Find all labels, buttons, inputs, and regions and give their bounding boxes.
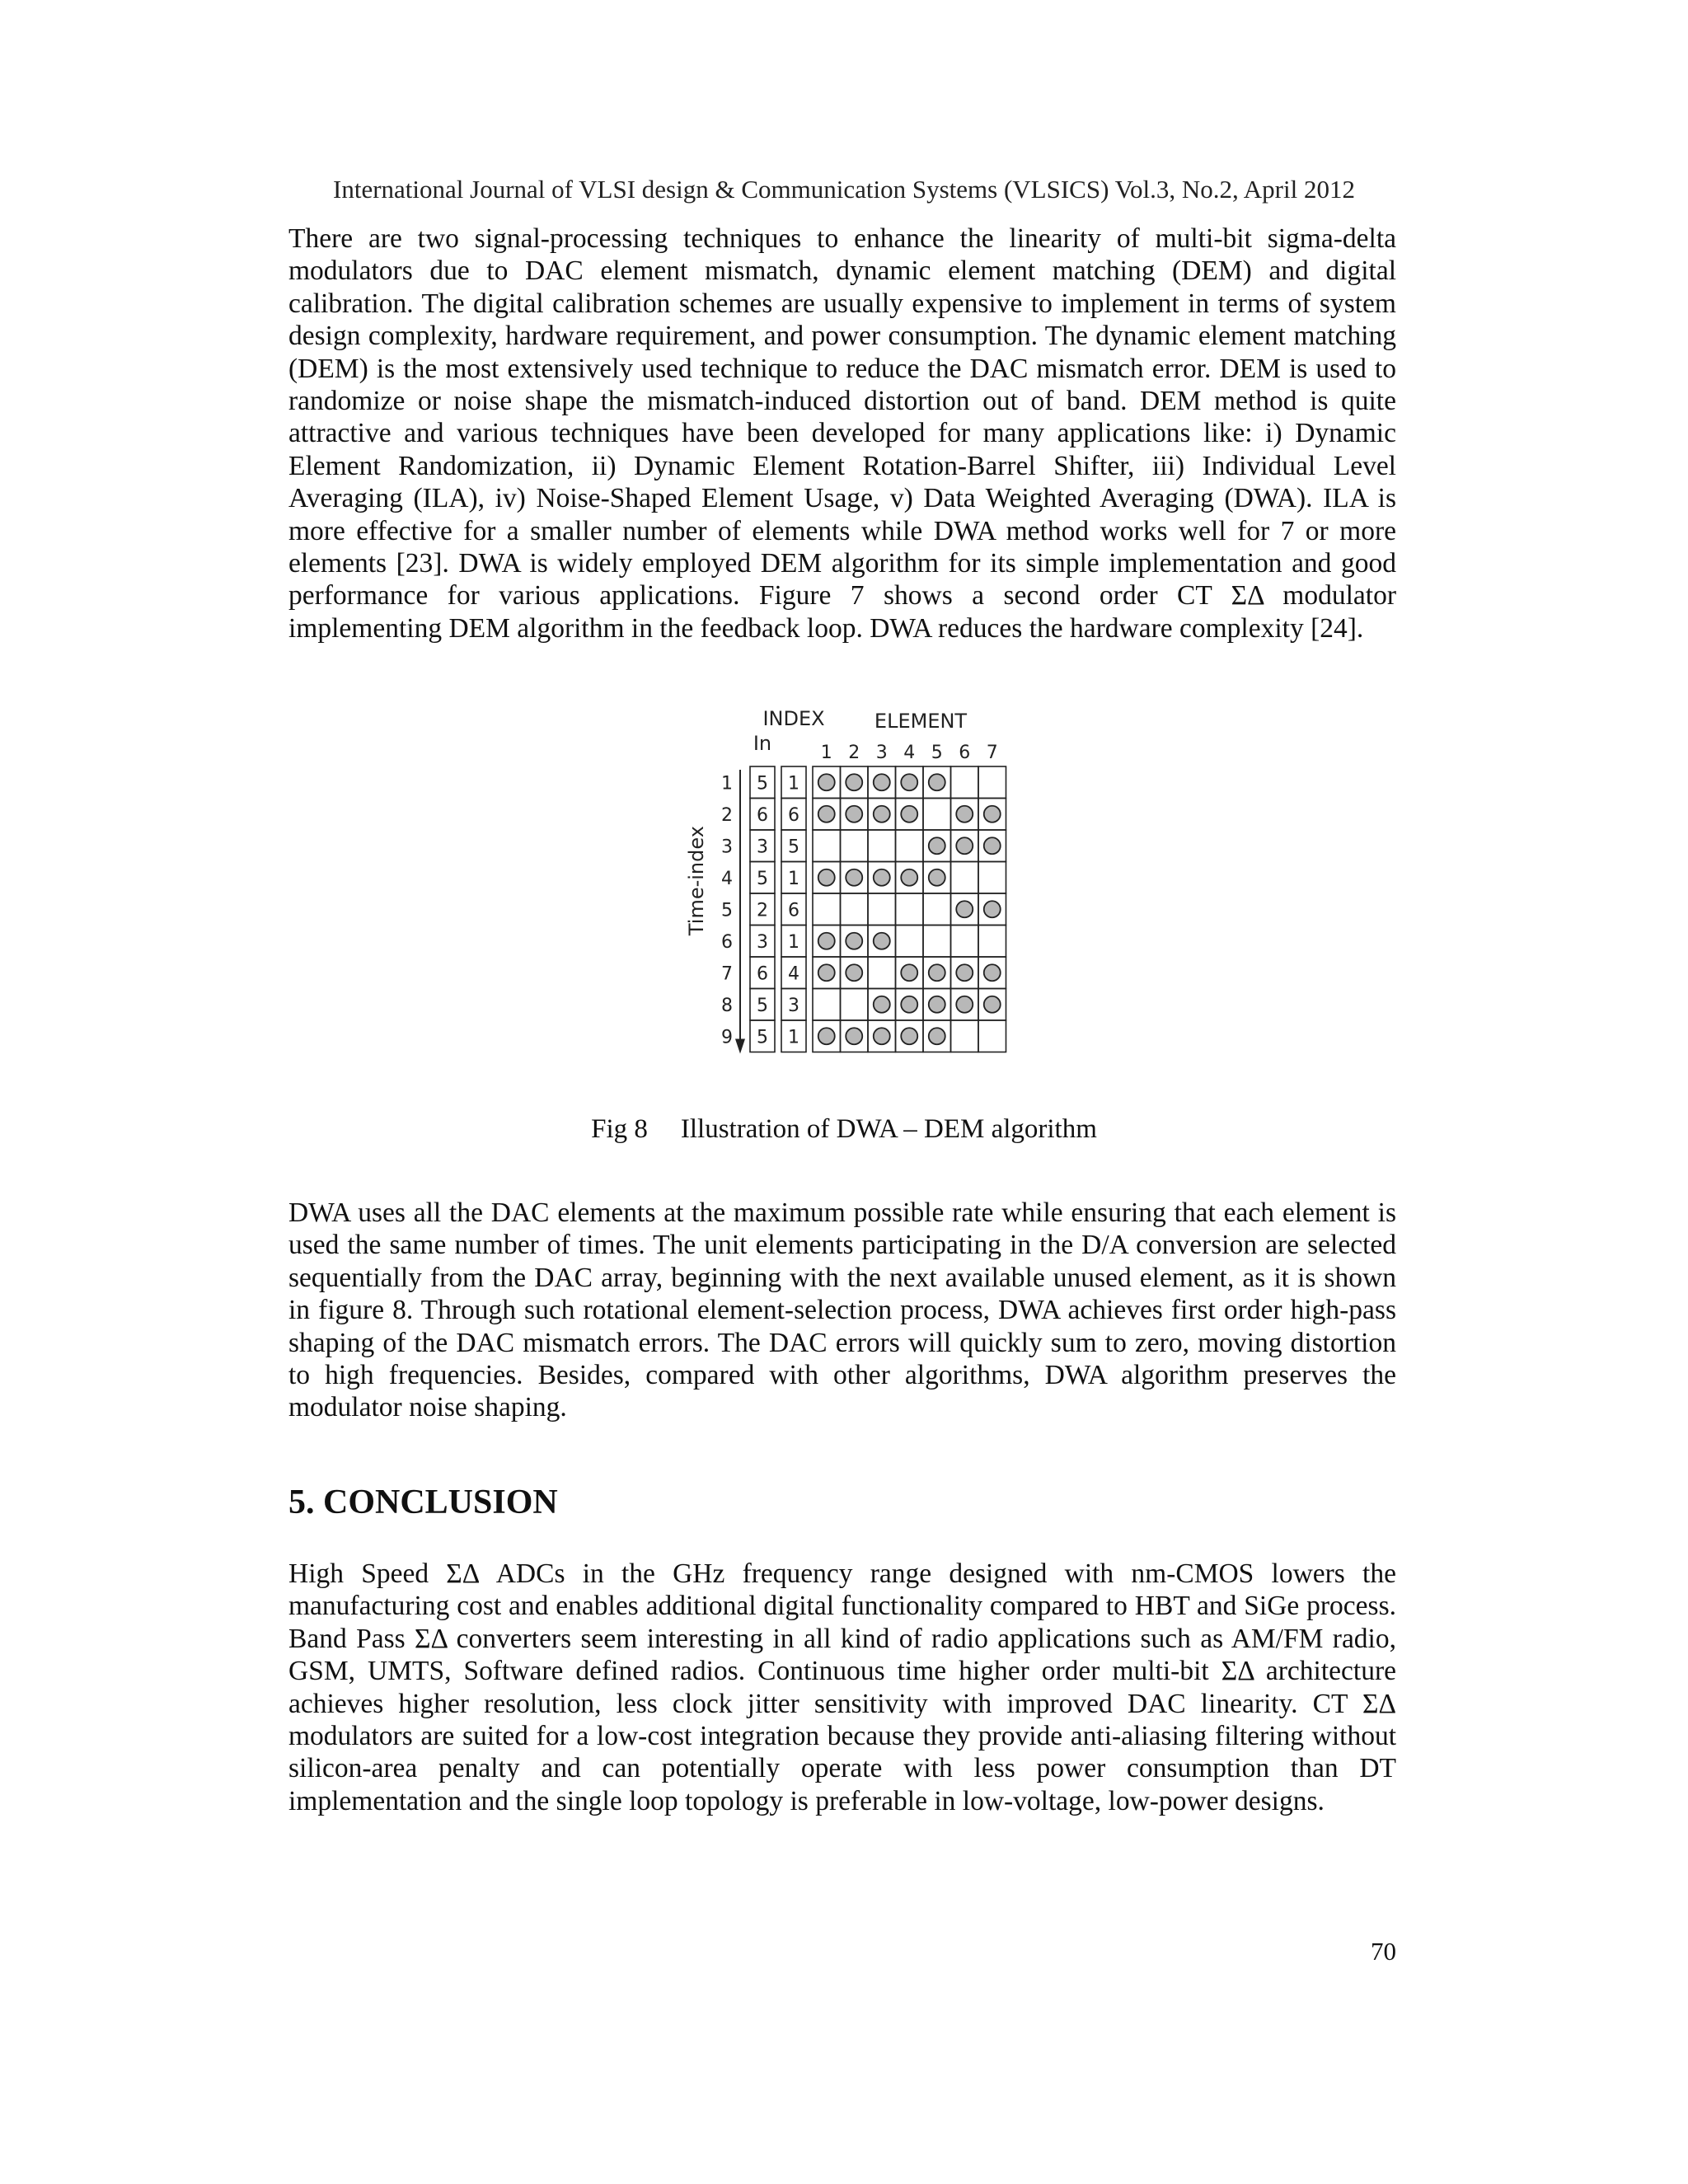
conclusion-paragraph: High Speed ΣΔ ADCs in the GHz frequency range designed with nm-CMOS lowers the manufacturing cost and enables additional digital functionality compared to HBT and SiGe process. Band Pass ΣΔ converters seem interesting in all kind of radio applications such as AM/FM radio, GSM, UMTS, Software defined radios. Continuous time higher order multi-bit ΣΔ architecture achieves higher resolution, less clock jitter sensitivity with improved DAC linearity. CT ΣΔ modulators are suited for a low-cost integration because they provide anti-aliasing filtering without silicon-area penalty and can potentially operate with less power consumption than DT implementation and the single loop topology is preferable in low-voltage, low-power designs. (288, 1558, 1396, 1816)
element-used-dot (874, 933, 890, 949)
element-used-dot (846, 774, 862, 790)
index-value: 1 (788, 868, 799, 889)
element-cell (813, 989, 841, 1021)
element-cell (923, 799, 951, 831)
time-step-8: 8 (721, 995, 733, 1016)
element-used-dot (929, 996, 945, 1013)
element-cell (951, 926, 979, 958)
time-step-1: 1 (721, 773, 733, 794)
element-cell (868, 893, 896, 926)
element-used-dot (956, 901, 973, 917)
label-element: ELEMENT (874, 710, 968, 733)
running-header: International Journal of VLSI design & Communication Systems (VLSICS) Vol.3, No.2, April 2012 (333, 175, 1355, 204)
element-cell (978, 1020, 1006, 1052)
element-used-dot (818, 1028, 835, 1044)
element-used-dot (846, 933, 862, 949)
element-used-dot (874, 806, 890, 823)
time-step-5: 5 (721, 900, 733, 921)
intro-paragraph: There are two signal-processing techniques to enhance the linearity of multi-bit sigma-delta modulators due to DAC element mismatch, dynamic element matching (DEM) and digital calibration. The digital calibration schemes are usually expensive to implement in terms of system design complexity, hardware requirement, and power consumption. The dynamic element matching (DEM) is the most extensively used technique to reduce the DAC mismatch error. DEM is used to randomize or noise shape the mismatch-induced distortion out of band. DEM method is quite attractive and various techniques have been developed for many applications like: i) Dynamic Element Randomization, ii) Dynamic Element Rotation-Barrel Shifter, iii) Individual Level Averaging (ILA), iv) Noise-Shaped Element Usage, v) Data Weighted Averaging (DWA). ILA is more effective for a smaller number of elements while DWA method works well for 7 or more elements [23]. DWA is widely employed DEM algorithm for its simple implementation and good performance for various applications. Figure 7 shows a second order CT ΣΔ modulator implementing DEM algorithm in the feedback loop. DWA reduces the hardware complexity [24]. (288, 223, 1396, 644)
element-used-dot (874, 869, 890, 886)
section-title-conclusion: 5. CONCLUSION (288, 1483, 558, 1521)
element-used-dot (846, 869, 862, 886)
time-step-9: 9 (721, 1027, 733, 1048)
in-value: 5 (757, 995, 768, 1016)
figure-dwa-dem (676, 701, 1039, 1096)
page-number: 70 (1371, 1937, 1396, 1966)
element-used-dot (956, 996, 973, 1013)
index-value: 6 (788, 804, 799, 826)
element-used-dot (901, 996, 917, 1013)
figure-caption (0, 1113, 1688, 1146)
in-value: 6 (757, 963, 768, 985)
element-used-dot (901, 964, 917, 981)
element-cell (813, 893, 841, 926)
dwa-paragraph: DWA uses all the DAC elements at the maximum possible rate while ensuring that each element is used the same number of times. The unit elements participating in the D/A conversion are selected sequentially from the DAC array, beginning with the next available unused element, as it is shown in figure 8. Through such rotational element-selection process, DWA achieves first order high-pass shaping of the DAC mismatch errors. The DAC errors will quickly sum to zero, moving distortion to high frequencies. Besides, compared with other algorithms, DWA algorithm preserves the modulator noise shaping. (288, 1197, 1396, 1423)
index-value: 1 (788, 931, 799, 953)
element-number-7: 7 (986, 743, 998, 763)
label-time-index: Time-index (685, 826, 708, 936)
element-number-5: 5 (931, 743, 943, 763)
in-value: 6 (757, 804, 768, 826)
element-number-2: 2 (848, 743, 860, 763)
figure-caption-text: Illustration of DWA – DEM algorithm (680, 1114, 1097, 1144)
element-cell (923, 926, 951, 958)
index-value: 3 (788, 995, 799, 1016)
element-number-1: 1 (820, 743, 832, 763)
element-used-dot (818, 869, 835, 886)
index-value: 6 (788, 900, 799, 921)
element-cell (841, 830, 869, 862)
element-used-dot (929, 964, 945, 981)
element-used-dot (846, 806, 862, 823)
element-used-dot (818, 964, 835, 981)
element-used-dot (874, 1028, 890, 1044)
element-used-dot (929, 869, 945, 886)
element-used-dot (901, 806, 917, 823)
in-value: 3 (757, 837, 768, 858)
element-cell (896, 830, 924, 862)
element-used-dot (984, 837, 1001, 854)
element-used-dot (984, 996, 1001, 1013)
time-step-6: 6 (721, 931, 733, 953)
time-step-2: 2 (721, 804, 733, 826)
element-cell (868, 830, 896, 862)
in-value: 5 (757, 1027, 768, 1048)
element-cell (978, 862, 1006, 894)
element-used-dot (901, 1028, 917, 1044)
element-cell (951, 1020, 979, 1052)
time-step-3: 3 (721, 837, 733, 858)
in-value: 5 (757, 773, 768, 794)
element-used-dot (984, 964, 1001, 981)
element-used-dot (956, 964, 973, 981)
in-value: 3 (757, 931, 768, 953)
label-in: In (753, 732, 772, 755)
element-cell (923, 893, 951, 926)
element-cell (951, 862, 979, 894)
index-value: 1 (788, 1027, 799, 1048)
time-step-4: 4 (721, 868, 733, 889)
element-used-dot (901, 869, 917, 886)
element-used-dot (984, 901, 1001, 917)
time-step-7: 7 (721, 963, 733, 985)
element-used-dot (846, 964, 862, 981)
element-cell (813, 830, 841, 862)
element-cell (896, 893, 924, 926)
index-value: 1 (788, 773, 799, 794)
dwa-diagram (676, 701, 1039, 1096)
element-used-dot (874, 996, 890, 1013)
element-cell (841, 989, 869, 1021)
element-cell (978, 926, 1006, 958)
figure-label: Fig 8 (591, 1114, 648, 1144)
in-value: 5 (757, 868, 768, 889)
element-used-dot (846, 1028, 862, 1044)
element-used-dot (901, 774, 917, 790)
element-used-dot (984, 806, 1001, 823)
element-cell (978, 766, 1006, 799)
time-arrow-head (735, 1039, 745, 1054)
element-used-dot (929, 1028, 945, 1044)
element-used-dot (818, 933, 835, 949)
element-used-dot (929, 837, 945, 854)
in-value: 2 (757, 900, 768, 921)
element-used-dot (874, 774, 890, 790)
element-number-6: 6 (959, 743, 971, 763)
label-index: INDEX (762, 707, 825, 730)
element-used-dot (956, 837, 973, 854)
element-cell (896, 926, 924, 958)
element-number-4: 4 (903, 743, 916, 763)
element-used-dot (818, 774, 835, 790)
element-used-dot (818, 806, 835, 823)
element-cell (868, 957, 896, 989)
index-value: 4 (788, 963, 799, 985)
element-used-dot (929, 774, 945, 790)
element-number-3: 3 (875, 743, 888, 763)
element-cell (841, 893, 869, 926)
element-cell (951, 766, 979, 799)
index-value: 5 (788, 837, 799, 858)
element-used-dot (956, 806, 973, 823)
